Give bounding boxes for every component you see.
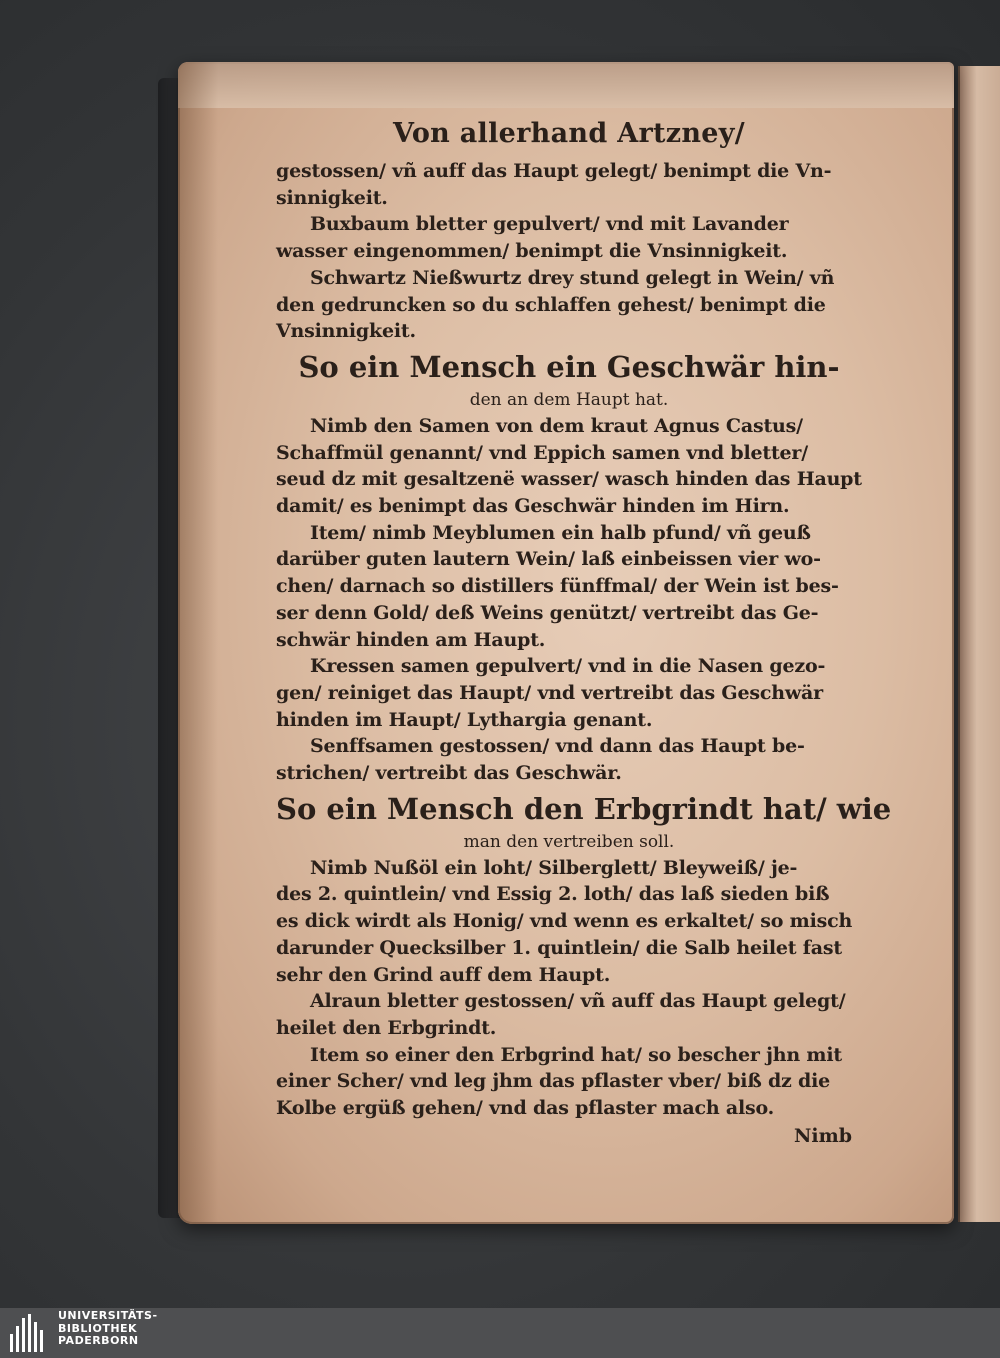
text-line: den gedruncken so du schlaffen gehest/ benimpt die: [276, 293, 826, 316]
section-subheading: man den vertreiben soll.: [463, 831, 675, 852]
institution-name: [58, 1310, 158, 1348]
institution-line: PADERBORN: [58, 1334, 139, 1347]
paragraph-first-line: Nimb den Samen von dem kraut Agnus Castus/: [310, 414, 803, 437]
institution-line: UNIVERSITÄTS-: [58, 1309, 158, 1322]
paragraph-first-line: Senffsamen gestossen/ vnd dann das Haupt be-: [310, 735, 805, 758]
text-line: strichen/ vertreibt das Geschwär.: [276, 762, 622, 785]
paragraph-first-line: Nimb Nußöl ein loht/ Silberglett/ Bleyweiß/ je-: [310, 856, 798, 879]
paragraph-first-line: Kressen samen gepulvert/ vnd in die Nasen gezo-: [310, 655, 826, 678]
text-line: Schaffmül genannt/ vnd Eppich samen vnd bletter/: [276, 441, 808, 464]
paragraph-first-line: Buxbaum bletter gepulvert/ vnd mit Lavander: [310, 213, 789, 236]
text-line: des 2. quintlein/ vnd Essig 2. loth/ das laß sieden biß: [276, 883, 830, 906]
paragraph-first-line: Alraun bletter gestossen/ vñ auff das Haupt gelegt/: [310, 990, 846, 1013]
text-line: Vnsinnigkeit.: [276, 320, 416, 343]
text-line: heilet den Erbgrindt.: [276, 1016, 497, 1039]
section-heading: So ein Mensch den Erbgrindt hat/ wie: [276, 791, 892, 826]
text-line: Kolbe ergüß gehen/ vnd das pflaster mach also.: [276, 1097, 775, 1120]
text-line: darunder Quecksilber 1. quintlein/ die Salb heilet fast: [276, 936, 842, 959]
text-line: sehr den Grind auff dem Haupt.: [276, 963, 611, 986]
text-line: einer Scher/ vnd leg jhm das pflaster vber/ biß dz die: [276, 1070, 831, 1093]
text-line: seud dz mit gesaltzenë wasser/ wasch hinden das Haupt: [276, 468, 862, 491]
text-line: damit/ es benimpt das Geschwär hinden im Hirn.: [276, 495, 790, 518]
page-text: [276, 116, 892, 1150]
section-heading: So ein Mensch ein Geschwär hin-: [298, 349, 840, 384]
page-top-wear: [178, 62, 954, 108]
running-head: Von allerhand Artzney/: [393, 118, 745, 149]
text-line: gen/ reiniget das Haupt/ vnd vertreibt das Geschwär: [276, 681, 823, 704]
text-line: hinden im Haupt/ Lythargia genant.: [276, 708, 653, 731]
text-line: schwär hinden am Haupt.: [276, 628, 546, 651]
facing-page-edge: [958, 66, 1000, 1222]
text-line: darüber guten lautern Wein/ laß einbeissen vier wo-: [276, 548, 821, 571]
institution-line: BIBLIOTHEK: [58, 1321, 138, 1335]
text-line: wasser eingenommen/ benimpt die Vnsinnigkeit.: [276, 240, 788, 263]
text-line: sinnigkeit.: [276, 186, 388, 209]
text-body: [276, 158, 892, 1122]
section-subheading: den an dem Haupt hat.: [469, 389, 669, 410]
text-line: chen/ darnach so distillers fünffmal/ der Wein ist bes-: [276, 575, 839, 598]
library-logo-icon: [8, 1312, 52, 1354]
text-line: es dick wirdt als Honig/ vnd wenn es erkaltet/ so misch: [276, 910, 853, 933]
text-line: gestossen/ vñ auff das Haupt gelegt/ benimpt die Vn-: [276, 160, 832, 182]
paragraph-first-line: Schwartz Nießwurtz drey stund gelegt in Wein/ vñ: [310, 266, 835, 289]
page-gutter-shade: [178, 62, 218, 1224]
paragraph-first-line: Item/ nimb Meyblumen ein halb pfund/ vñ geuß: [310, 521, 811, 544]
text-line: ser denn Gold/ deß Weins genützt/ vertreibt das Ge-: [276, 601, 819, 624]
paragraph-first-line: Item so einer den Erbgrind hat/ so bescher jhn mit: [310, 1043, 842, 1066]
catchword: Nimb: [794, 1124, 852, 1147]
